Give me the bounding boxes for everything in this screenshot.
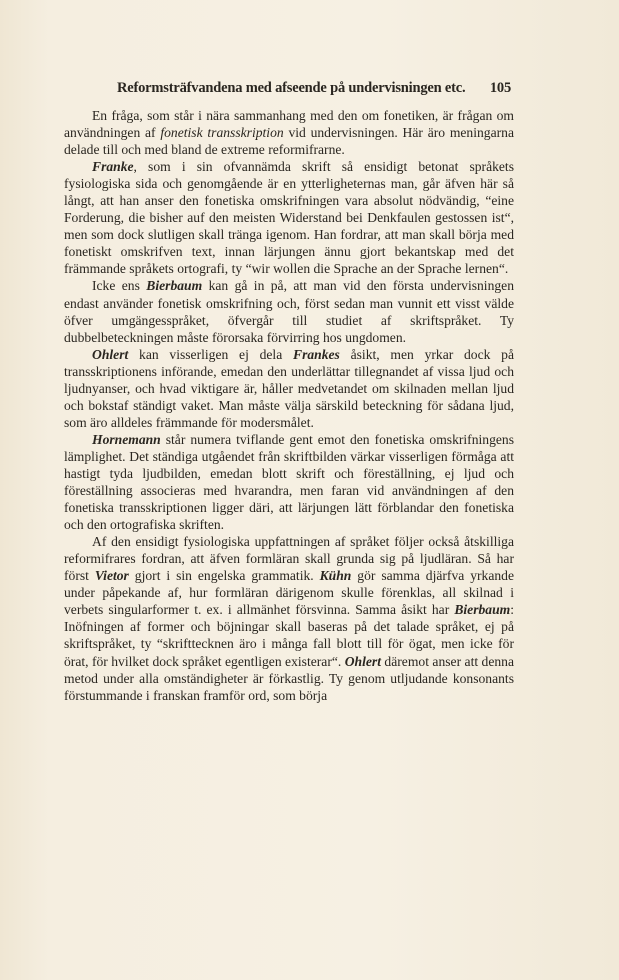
paragraph: Ohlert kan visserligen ej dela Frankes åsikt, men yrkar dock på transskriptionens införande, emedan den underlättar tillegnandet af vissa ljud och ljudnyanser, och hvad viktigare är, håller medvetandet om skilnaden mellan ljud och bokstaf ständigt vaket. Man måste välja särskild beteckning för sådana ljud, som äro alldeles främmande för modersmålet. [64, 346, 515, 430]
author-name: Frankes [293, 346, 340, 362]
author-name: Franke [92, 159, 134, 175]
emphasized-term: fonetisk transskription [160, 125, 284, 141]
paragraph: En fråga, som står i nära sammanhang med den om fonetiken, är frågan om användningen af fonetisk transskription vid undervisningen. Här äro meningarna delade till och med bland de extreme reformifrarne. [64, 108, 514, 158]
author-name: Vietor [94, 568, 129, 584]
running-title: Reformsträfvandena med afseende på undervisningen etc. [117, 80, 466, 96]
author-name: Ohlert [92, 346, 129, 362]
author-name: Kühn [319, 568, 352, 584]
page-number: 105 [489, 80, 511, 96]
author-name: Hornemann [92, 431, 161, 447]
running-header [117, 80, 511, 97]
paragraph: Hornemann står numera tviflande gent emot den fonetiska omskrifningens lämplighet. Det ständiga utgåendet från skriftbilden värkar visserligen förmåga att hastigt tyda ljudbilden, emedan blott skrift och föreställning, ej ljud och föreställning associeras med hvarandra, men faran vid användningen af den fonetiska transskriptionen ligger däri, att lärjungen lätt förblandar den fonetiska och den ortografiska skriften. [64, 431, 514, 533]
paragraph: Franke, som i sin ofvannämda skrift så ensidigt betonat språkets fysiologiska sida och genomgående är en ytterligheternas man, går äfven här så långt, att han anser den fonetiska omskrifningen vara absolut nödvändig, “eine Forderung, die bisher auf den meisten Widerstand bei Denkfaulen gestossen ist“, men som dock slutligen skall tränga igenom. Han fordrar, att man skall börja med fonetiskt omskrifven text, innan lärjungen ännu gjort bekantskap med det främmande språkets ortografi, ty “wir wollen die Sprache an der Sprache lernen“. [64, 159, 514, 277]
author-name: Ohlert [344, 653, 381, 669]
author-name: Bierbaum [146, 278, 203, 294]
paragraph: Af den ensidigt fysiologiska uppfattningen af språket följer också åtskilliga reformifrares fordran, att äfven formläran skall grunda sig på ljudläran. Så har först Vietor gjort i sin engelska grammatik. Kühn gör samma djärfva yrkande under påpekande af, hur formläran därigenom skulle förenklas, all skilnad i verbets singularformer t. ex. i allmänhet försvinna. Samma åsikt har Bierbaum: Inöfningen af former och böjningar skall baseras på det talade språket, ej på skriftspråket, ty “skrifttecknen äro i många fall blott till för ögat, men icke för örat, för hvilket dock språket egentligen existerar“. Ohlert däremot anser att denna metod under alla omständigheter är förkastlig. Ty genom utljudande konsonants förstummande i franskan framför ord, som börja [64, 534, 515, 703]
author-name: Bierbaum [454, 602, 511, 618]
body-text [64, 107, 514, 704]
paragraph: Icke ens Bierbaum kan gå in på, att man vid den första undervisningen endast använder fonetisk omskrifning och, först sedan man vunnit ett visst välde öfver umgängesspråket, öfvergår till studiet af skriftspråket. Ty dubbelbeteckningen måste förorsaka förvirring hos ungdomen. [64, 278, 515, 345]
